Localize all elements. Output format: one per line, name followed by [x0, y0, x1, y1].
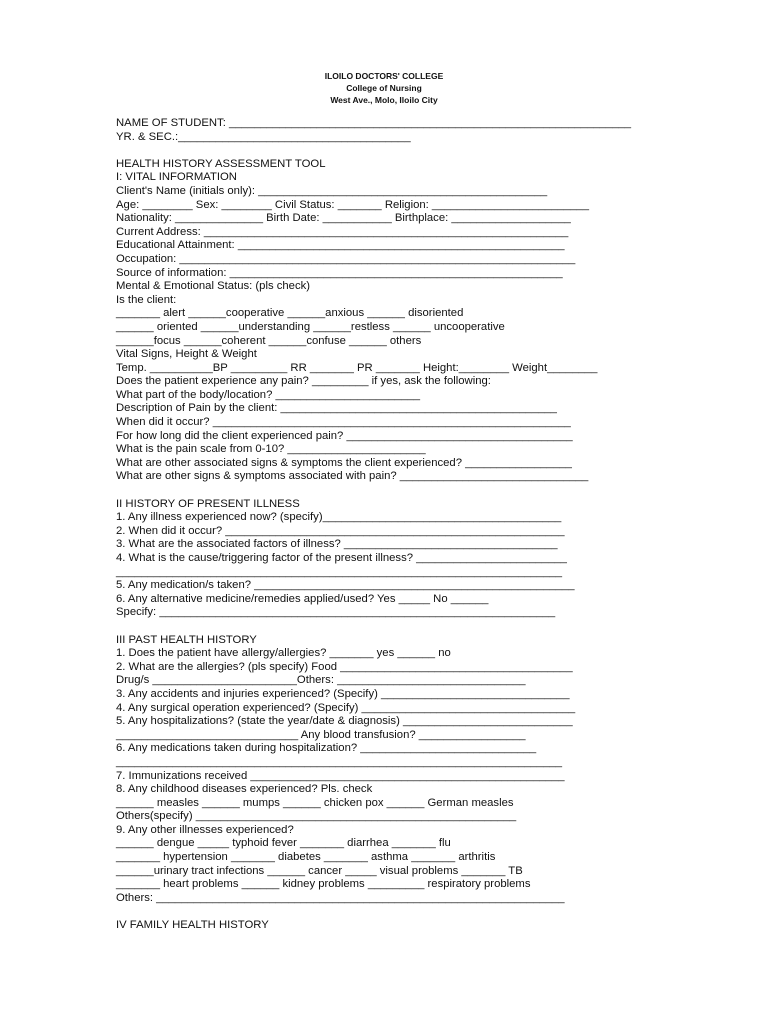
college-name: ILOILO DOCTORS' COLLEGE: [324, 71, 444, 81]
hospitalizations-field[interactable]: 5. Any hospitalizations? (state the year/date & diagnosis) ___________________________: [116, 715, 573, 728]
alternative-medicine-specify-field[interactable]: Specify: _______________________________________________________________: [116, 606, 556, 619]
college-department: College of Nursing: [346, 83, 422, 93]
spacer: [116, 144, 676, 158]
pain-onset-field[interactable]: When did it occur? _________________________________________________________: [116, 416, 571, 429]
client-name-field[interactable]: Client's Name (initials only): ______________________________________________: [116, 184, 548, 197]
occupation-field[interactable]: Occupation: _______________________________________________________________: [116, 252, 576, 265]
section-heading-past-health-history: III PAST HEALTH HISTORY: [116, 633, 257, 646]
blood-transfusion-field[interactable]: _____________________________ Any blood transfusion? _________________: [116, 728, 526, 741]
illness-onset-field[interactable]: 2. When did it occur? ______________________________________________________: [116, 524, 565, 537]
age-sex-civil-religion-fields[interactable]: Age: ________ Sex: ________ Civil Status: _______ Religion: _________________________: [116, 198, 589, 211]
hospital-medications-field[interactable]: 6. Any medications taken during hospitalization? ____________________________: [116, 742, 537, 755]
medications-taken-field[interactable]: 5. Any medication/s taken? ___________________________________________________: [116, 579, 575, 592]
college-address: West Ave., Molo, Iloilo City: [330, 95, 438, 105]
mental-status-checklist-row[interactable]: ______ oriented ______understanding ______restless ______ uncooperative: [116, 320, 505, 333]
hospital-medications-continuation[interactable]: _______________________________________________________________________: [116, 755, 563, 768]
college-header: [0, 70, 768, 106]
mental-status-checklist-row[interactable]: ______focus ______coherent ______confuse ______ others: [116, 334, 422, 347]
mental-status-checklist-row[interactable]: _______ alert ______cooperative ______anxious ______ disoriented: [116, 307, 464, 320]
childhood-diseases-others-field[interactable]: Others(specify) ___________________________________________________: [116, 810, 517, 823]
alternative-medicine-field[interactable]: 6. Any alternative medicine/remedies applied/used? Yes _____ No ______: [116, 592, 489, 605]
childhood-diseases-checklist[interactable]: ______ measles ______ mumps ______ chicken pox ______ German measles: [116, 796, 514, 809]
tool-title: HEALTH HISTORY ASSESSMENT TOOL: [116, 157, 326, 170]
pain-scale-field[interactable]: What is the pain scale from 0-10? ______________________: [116, 443, 426, 456]
is-the-client-label: Is the client:: [116, 293, 177, 306]
other-illnesses-label: 9. Any other illnesses experienced?: [116, 823, 294, 836]
spacer: [116, 484, 676, 498]
allergy-check-field[interactable]: 1. Does the patient have allergy/allergies? _______ yes ______ no: [116, 647, 451, 660]
other-illnesses-checklist-row[interactable]: _______ hypertension _______ diabetes _______ asthma _______ arthritis: [116, 851, 496, 864]
accidents-injuries-field[interactable]: 3. Any accidents and injuries experienced? (Specify) ______________________________: [116, 687, 570, 700]
source-of-information-field[interactable]: Source of information: _____________________________________________________: [116, 266, 563, 279]
surgical-operation-field[interactable]: 4. Any surgical operation experienced? (Specify) __________________________________: [116, 701, 576, 714]
mental-emotional-status-label: Mental & Emotional Status: (pls check): [116, 280, 311, 293]
other-illnesses-checklist-row[interactable]: ______urinary tract infections ______ cancer _____ visual problems _______ TB: [116, 864, 523, 877]
triggering-factor-field[interactable]: 4. What is the cause/triggering factor of the present illness? ________________________: [116, 552, 567, 564]
food-allergy-field[interactable]: 2. What are the allergies? (pls specify) Food _____________________________________: [116, 660, 573, 673]
educational-attainment-field[interactable]: Educational Attainment: ____________________________________________________: [116, 239, 565, 252]
drug-allergy-field[interactable]: Drug/s _______________________Others: ______________________________: [116, 674, 526, 687]
student-name-field[interactable]: NAME OF STUDENT: ________________________________________________________________: [116, 117, 632, 129]
associated-factors-field[interactable]: 3. What are the associated factors of illness? __________________________________: [116, 538, 558, 551]
spacer: [116, 620, 676, 634]
other-illnesses-checklist-row[interactable]: _______ heart problems ______ kidney problems _________ respiratory problems: [116, 878, 531, 891]
other-illnesses-others-field[interactable]: Others: _________________________________________________________________: [116, 891, 565, 904]
pain-location-field[interactable]: What part of the body/location? _______________________: [116, 388, 421, 401]
other-illnesses-checklist-row[interactable]: ______ dengue _____ typhoid fever _______ diarrhea _______ flu: [116, 837, 451, 850]
illness-now-field[interactable]: 1. Any illness experienced now? (specify)______________________________________: [116, 511, 562, 524]
section-heading-family-health-history: IV FAMILY HEALTH HISTORY: [116, 919, 269, 932]
pain-duration-field[interactable]: For how long did the client experienced pain? ____________________________________: [116, 429, 573, 442]
spacer: [116, 905, 676, 919]
immunizations-field[interactable]: 7. Immunizations received __________________________________________________: [116, 769, 565, 782]
triggering-factor-continuation[interactable]: _______________________________________________________________________: [116, 565, 563, 578]
nationality-birthdate-birthplace-fields[interactable]: Nationality: ______________ Birth Date: ___________ Birthplace: ___________________: [116, 212, 571, 225]
section-heading-vital-information: I: VITAL INFORMATION: [116, 171, 237, 184]
year-section-field[interactable]: YR. & SEC.:_____________________________________: [116, 130, 411, 143]
childhood-diseases-label: 8. Any childhood diseases experienced? Pls. check: [116, 783, 373, 796]
current-address-field[interactable]: Current Address: __________________________________________________________: [116, 225, 569, 238]
vital-signs-fields[interactable]: Temp. __________BP _________ RR _______ PR _______ Height:________ Weight________: [116, 361, 598, 374]
pain-experience-field[interactable]: Does the patient experience any pain? _________ if yes, ask the following:: [116, 375, 491, 388]
associated-symptoms-field[interactable]: What are other associated signs & symptoms the client experienced? _________________: [116, 456, 572, 469]
form-body: [116, 117, 676, 933]
pain-description-field[interactable]: Description of Pain by the client: ____________________________________________: [116, 402, 557, 415]
pain-symptoms-field[interactable]: What are other signs & symptoms associated with pain? ______________________________: [116, 470, 589, 483]
vital-signs-label: Vital Signs, Height & Weight: [116, 348, 257, 361]
section-heading-present-illness: II HISTORY OF PRESENT ILLNESS: [116, 497, 300, 510]
